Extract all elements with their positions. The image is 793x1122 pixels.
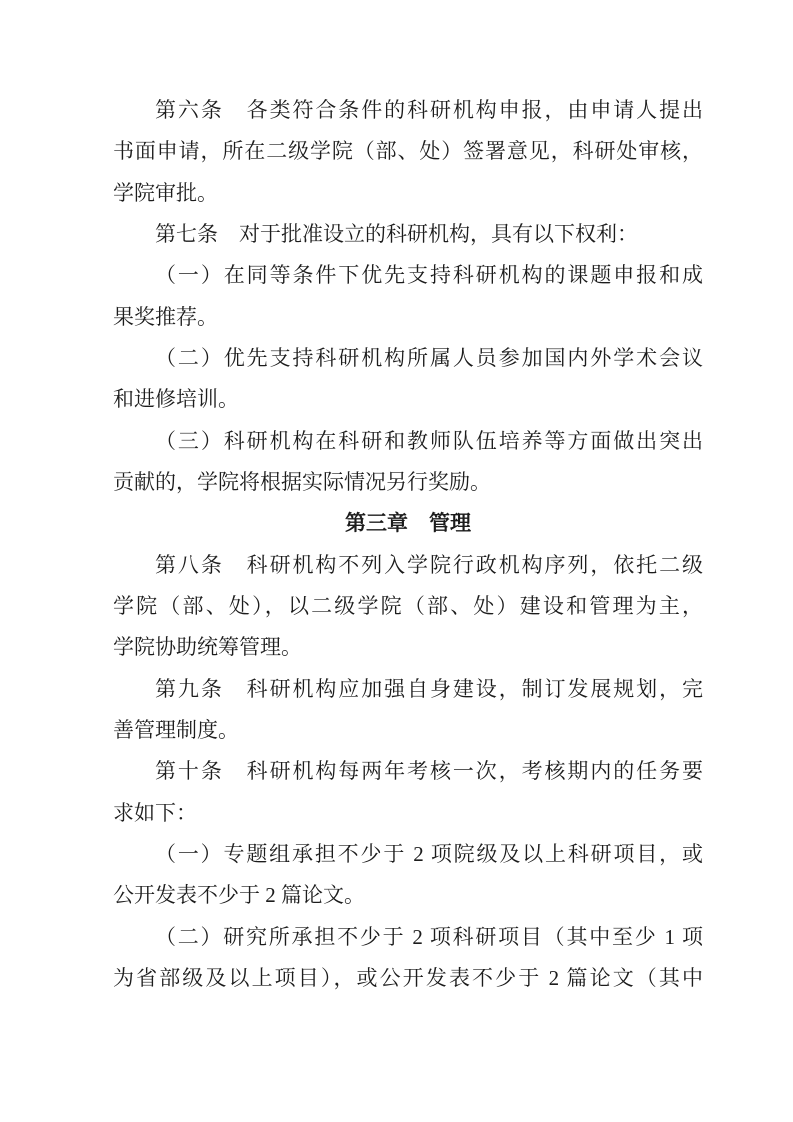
text-line: （二）研究所承担不少于 2 项科研项目（其中至少 1 项 [155,924,703,949]
text-line: 第十条 科研机构每两年考核一次，考核期内的任务要 [155,759,703,784]
text-line: 善管理制度。 [113,717,239,742]
paragraph [113,669,703,752]
text-line: 和进修培训。 [113,387,239,412]
text-line: 学院（部、处），以二级学院（部、处）建设和管理为主， [113,593,703,618]
text-line: 第七条 对于批准设立的科研机构，具有以下权利： [155,221,638,246]
paragraph [113,545,703,669]
paragraph [113,90,703,214]
text-line: 第九条 科研机构应加强自身建设，制订发展规划，完 [155,676,703,701]
text-line: （三）科研机构在科研和教师队伍培养等方面做出突出 [155,428,703,453]
text-line: 果奖推荐。 [113,304,218,329]
paragraph [113,834,703,917]
text-line: 为省部级及以上项目），或公开发表不少于 2 篇论文（其中 [113,965,703,990]
text-line: 求如下： [113,800,197,825]
paragraph [113,421,703,504]
paragraph [113,338,703,421]
text-line: （二）优先支持科研机构所属人员参加国内外学术会议 [155,345,703,370]
text-line: 贡献的，学院将根据实际情况另行奖励。 [113,469,491,494]
text-line: 书面申请，所在二级学院（部、处）签署意见，科研处审核， [113,139,703,164]
text-line: （一）专题组承担不少于 2 项院级及以上科研项目，或 [155,841,703,866]
paragraph [113,214,703,255]
paragraph [113,917,703,1000]
paragraph [113,255,703,338]
chapter-heading: 第三章 管理 [345,511,471,536]
paragraph [113,751,703,834]
text-line: 第六条 各类符合条件的科研机构申报，由申请人提出 [155,98,703,122]
text-line: （一）在同等条件下优先支持科研机构的课题申报和成 [155,263,703,288]
text-line: 学院协助统筹管理。 [113,635,302,660]
text-line: 第八条 科研机构不列入学院行政机构序列，依托二级 [155,552,703,577]
text-line: 学院审批。 [113,180,218,205]
text-line: 公开发表不少于 2 篇论文。 [113,883,365,908]
